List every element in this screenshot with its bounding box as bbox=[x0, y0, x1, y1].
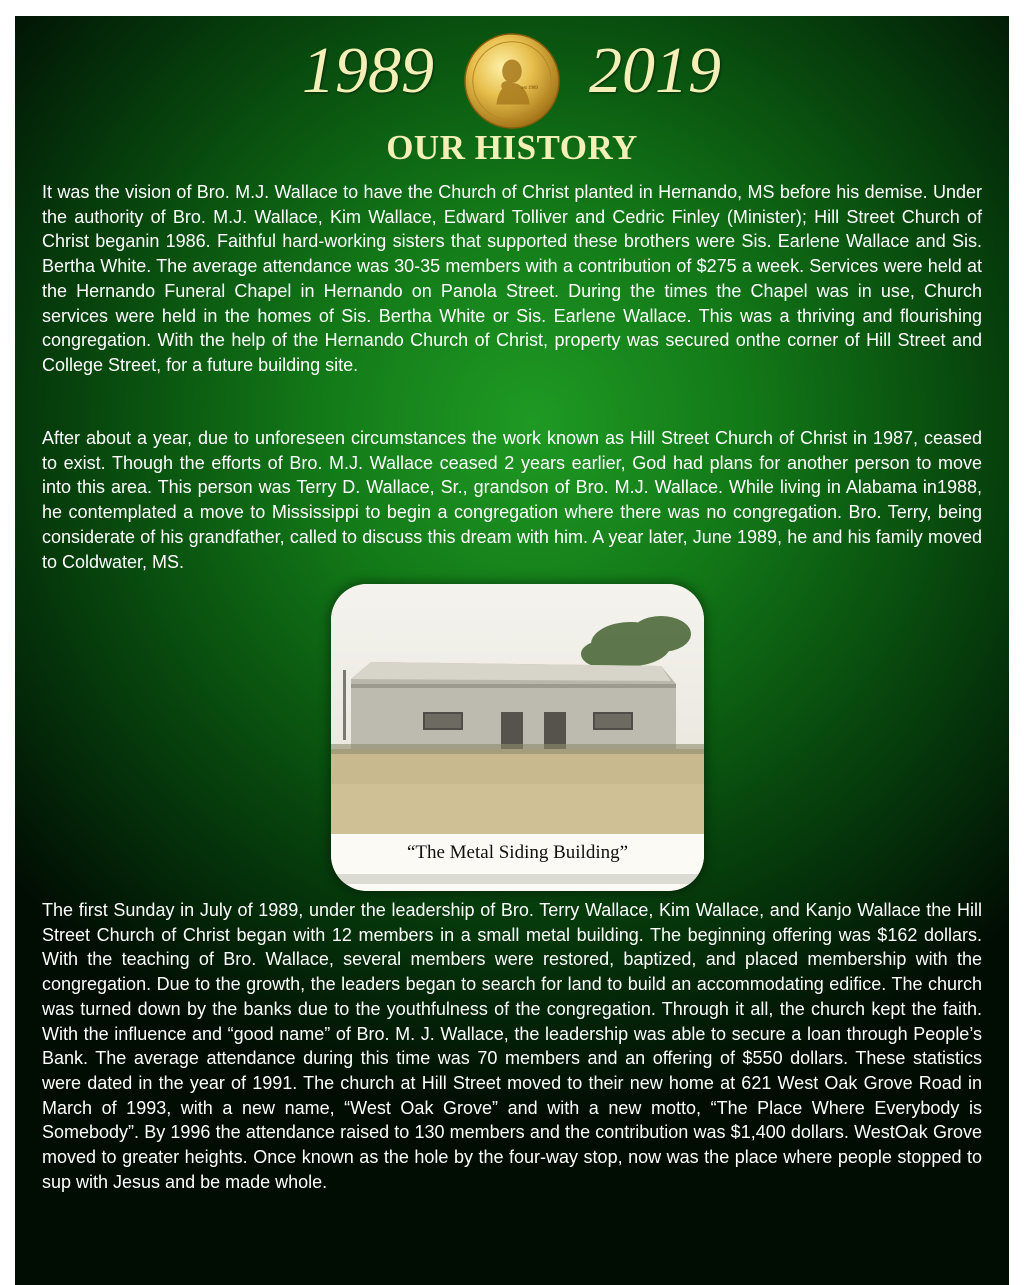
metal-siding-building-photo bbox=[331, 584, 704, 891]
history-paragraph-3: The first Sunday in July of 1989, under the leadership of Bro. Terry Wallace, Kim Wallace, and Kanjo Wallace the Hill Street Church of Christ began with 12 members in a small metal building. The beginning offering was $162 dollars. With the teaching of Bro. Wallace, several members were restored, baptized, and placed membership with the congregation. Due to the growth, the leaders began to search for land to build an accommodating edifice. The church was turned down by the banks due to the youthfulness of the congregation. Through it all, the church kept the faith. With the influence and “good name” of Bro. M. J. Wallace, the leadership was able to secure a loan through People’s Bank. The average attendance during this time was 70 members and an offering of $550 dollars. These statistics were dated in the year of 1991. The church at Hill Street moved to their new home at 621 West Oak Grove Road in March of 1993, with a new name, “West Oak Grove” and with a new motto, “The Place Where Everybody is Somebody”. By 1996 the attendance raised to 130 members and the contribution was $1,400 dollars. WestOak Grove moved to greater heights. Once known as the hole by the four-way stop, now was the place where people stopped to sup with Jesus and be made whole. bbox=[42, 900, 982, 1192]
gold-coin-icon bbox=[463, 32, 561, 130]
year-end: 2019 bbox=[589, 34, 721, 107]
history-page bbox=[15, 16, 1009, 1285]
history-paragraph-2: After about a year, due to unforeseen circumstances the work known as Hill Street Church of Christ in 1987, ceased to exist. Though the efforts of Bro. M.J. Wallace ceased 2 years earlier, God had plans for another person to move into this area. This person was Terry D. Wallace, Sr., grandson of Bro. M.J. Wallace. While living in Alabama in1988, he contemplated a move to Mississippi to begin a congregation where there was no congregation. Bro. Terry, being considerate of his grandfather, called to discuss this dream with him. A year later, June 1989, he and his family moved to Coldwater, MS. bbox=[42, 428, 982, 572]
building-shape bbox=[351, 662, 676, 749]
year-start: 1989 bbox=[302, 34, 434, 107]
coin-inscription: est 1989 bbox=[521, 85, 538, 91]
page-title: OUR HISTORY bbox=[386, 128, 638, 167]
photo-caption: “The Metal Siding Building” bbox=[406, 842, 629, 863]
anniversary-header bbox=[15, 34, 1009, 108]
history-paragraph-1: It was the vision of Bro. M.J. Wallace to have the Church of Christ planted in Hernando, MS before his demise. Under the authority of Bro. M.J. Wallace, Kim Wallace, Edward Tolliver and Cedric Finley (Minister); Hill Street Church of Christ beganin 1986. Faithful hard-working sisters that supported these brothers were Sis. Earlene Wallace and Sis. Bertha White. The average attendance was 30-35 members with a contribution of $275 a week. Services were held at the Hernando Funeral Chapel in Hernando on Panola Street. During the times the Chapel was in use, Church services were held in the homes of Sis. Bertha White or Sis. Earlene Wallace. This was a thriving and flourishing congregation. With the help of the Hernando Church of Christ, property was secured onthe corner of Hill Street and College Street, for a future building site. bbox=[42, 182, 982, 375]
